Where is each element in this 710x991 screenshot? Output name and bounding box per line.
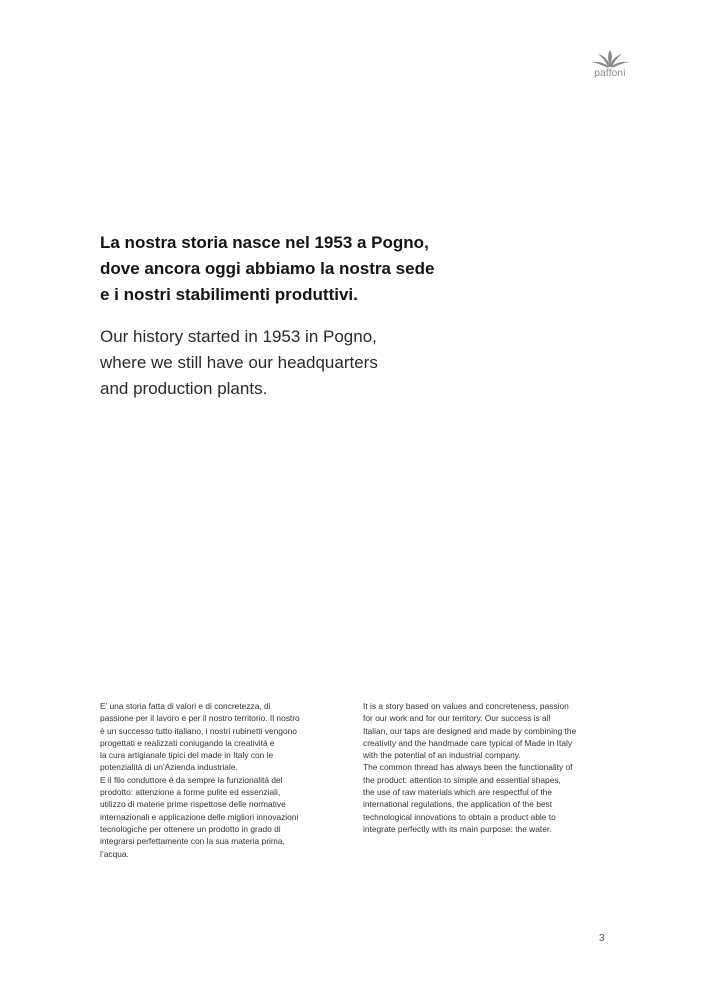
body-line: for our work and for our territory. Our success is all (363, 713, 551, 724)
body-line: è un successo tutto italiano, i nostri rubinetti vengono (100, 725, 297, 736)
body-line: The common thread has always been the functionality of (363, 762, 573, 773)
body-line: international regulations, the application of the best (363, 799, 553, 810)
body-line: integrarsi perfettamente con la sua materia prima, (100, 836, 285, 847)
body-line: E’ una storia fatta di valori e di concretezza, di (100, 701, 271, 711)
headline-english-line: Our history started in 1953 in Pogno, (100, 327, 377, 346)
body-line: passione per il lavoro e per il nostro territorio. Il nostro (100, 713, 300, 724)
body-text-italian (100, 700, 350, 860)
headline-italian-line: e i nostri stabilimenti produttivi. (100, 285, 358, 304)
body-line: creativity and the handmade care typical of Made in Italy (363, 737, 573, 748)
body-line: with the potential of an industrial company. (363, 750, 521, 761)
page-number: 3 (599, 933, 605, 944)
body-line: Italian, our taps are designed and made by combining the (363, 725, 577, 736)
body-line: la cura artigianale tipici del made in Italy con le (100, 750, 274, 761)
headline-italian-line: La nostra storia nasce nel 1953 a Pogno, (100, 233, 429, 252)
body-line: technological innovations to obtain a product able to (363, 811, 556, 822)
headline-italian-line: dove ancora oggi abbiamo la nostra sede (100, 259, 435, 278)
body-line: It is a story based on values and concreteness, passion (363, 701, 569, 711)
body-line: prodotto: attenzione a forme pulite ed essenziali, (100, 787, 281, 798)
logo-wordmark: paffoni (594, 68, 626, 79)
headline-english (100, 324, 520, 402)
body-line: utilizzo di materie prime rispettose delle normative (100, 799, 286, 810)
body-line: integrate perfectly with its main purpose: the water. (363, 823, 552, 834)
body-line: tecnologiche per ottenere un prodotto in grado di (100, 823, 281, 834)
headline-english-line: where we still have our headquarters (100, 353, 378, 372)
palm-logo-icon (590, 50, 630, 68)
headline-english-line: and production plants. (100, 379, 268, 398)
body-line: progettati e realizzati coniugando la creatività e (100, 737, 275, 748)
body-line: l’acqua. (100, 848, 129, 859)
body-line: potenzialità di un’Azienda industriale. (100, 762, 238, 773)
body-line: the use of raw materials which are respectful of the (363, 787, 552, 798)
body-line: internazionali e applicazione delle migliori innovazioni (100, 811, 299, 822)
headline-italian (100, 230, 520, 308)
body-line: E il filo conduttore è da sempre la funzionalità del (100, 774, 283, 785)
body-text-english (363, 700, 613, 835)
body-line: the product: attention to simple and essential shapes, (363, 774, 561, 785)
brand-logo (588, 50, 632, 78)
